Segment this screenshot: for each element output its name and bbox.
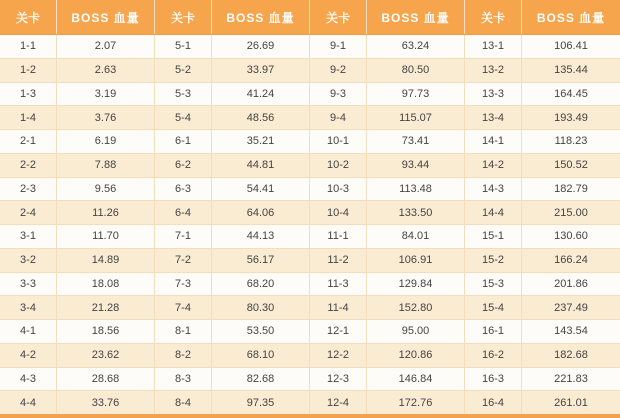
level-cell: 13-1 <box>465 35 522 58</box>
level-column-header: 关卡 <box>155 0 212 34</box>
boss-hp-cell: 135.44 <box>554 64 588 77</box>
boss-hp-cell: 56.17 <box>212 249 310 272</box>
level-cell: 16-4 <box>465 391 522 414</box>
boss-hp-cell: 193.49 <box>554 111 588 124</box>
boss-hp-cell: 97.35 <box>212 391 310 414</box>
level-cell: 16-1 <box>465 320 522 343</box>
boss-hp-cell: 182.68 <box>554 349 588 362</box>
boss-hp-cell: 3.76 <box>57 106 155 129</box>
boss-hp-cell: 7.88 <box>57 154 155 177</box>
table-row <box>0 153 620 177</box>
level-cell: 7-4 <box>155 296 212 319</box>
boss-hp-cell: 35.21 <box>212 130 310 153</box>
level-cell: 14-2 <box>465 154 522 177</box>
level-cell: 11-1 <box>310 225 367 248</box>
boss-hp-cell: 73.41 <box>367 130 465 153</box>
boss-hp-cell: 68.20 <box>212 273 310 296</box>
level-cell: 6-3 <box>155 178 212 201</box>
table-header-row <box>0 0 620 35</box>
boss-hp-cell: 82.68 <box>212 368 310 391</box>
boss-hp-cell: 48.56 <box>212 106 310 129</box>
boss-hp-cell: 53.50 <box>212 320 310 343</box>
level-cell: 7-1 <box>155 225 212 248</box>
level-cell: 15-2 <box>465 249 522 272</box>
level-cell: 3-3 <box>0 273 57 296</box>
table-row <box>0 105 620 129</box>
table-row <box>0 248 620 272</box>
table-row <box>0 224 620 248</box>
level-cell: 5-2 <box>155 59 212 82</box>
level-cell: 16-3 <box>465 368 522 391</box>
level-cell: 3-1 <box>0 225 57 248</box>
boss-hp-cell: 95.00 <box>367 320 465 343</box>
boss-hp-cell: 150.52 <box>554 159 588 172</box>
boss-hp-cell: 28.68 <box>57 368 155 391</box>
boss-hp-cell: 143.54 <box>554 325 588 338</box>
boss-hp-cell: 2.63 <box>57 59 155 82</box>
boss-hp-cell: 18.56 <box>57 320 155 343</box>
boss-hp-cell: 80.50 <box>367 59 465 82</box>
level-cell: 4-1 <box>0 320 57 343</box>
level-cell: 9-4 <box>310 106 367 129</box>
boss-hp-cell: 152.80 <box>367 296 465 319</box>
table-row <box>0 319 620 343</box>
level-cell: 1-2 <box>0 59 57 82</box>
table-row <box>0 129 620 153</box>
level-cell: 10-2 <box>310 154 367 177</box>
level-cell: 15-1 <box>465 225 522 248</box>
level-cell: 1-3 <box>0 83 57 106</box>
level-cell: 15-4 <box>465 296 522 319</box>
boss-hp-cell: 11.70 <box>57 225 155 248</box>
boss-hp-cell: 120.86 <box>367 344 465 367</box>
boss-hp-cell: 41.24 <box>212 83 310 106</box>
table-row <box>0 58 620 82</box>
table-row <box>0 295 620 319</box>
level-cell: 8-3 <box>155 368 212 391</box>
level-cell: 9-3 <box>310 83 367 106</box>
level-cell: 14-4 <box>465 201 522 224</box>
boss-hp-cell: 118.23 <box>554 135 588 148</box>
boss-hp-cell: 166.24 <box>554 254 588 267</box>
level-column-header: 关卡 <box>0 0 57 34</box>
table-row <box>0 200 620 224</box>
table-row <box>0 367 620 391</box>
boss-hp-cell: 237.49 <box>554 301 588 314</box>
boss-hp-cell: 215.00 <box>554 206 588 219</box>
level-cell: 2-2 <box>0 154 57 177</box>
level-cell: 8-4 <box>155 391 212 414</box>
hp-column-header: BOSS 血量 <box>536 10 606 25</box>
boss-hp-cell: 113.48 <box>367 178 465 201</box>
boss-hp-cell: 6.19 <box>57 130 155 153</box>
level-cell: 10-4 <box>310 201 367 224</box>
hp-column-header: BOSS 血量 <box>212 0 310 34</box>
boss-hp-cell: 18.08 <box>57 273 155 296</box>
boss-hp-cell: 54.41 <box>212 178 310 201</box>
level-cell: 5-1 <box>155 35 212 58</box>
table-row <box>0 82 620 106</box>
level-cell: 3-4 <box>0 296 57 319</box>
boss-hp-cell: 221.83 <box>554 372 588 385</box>
level-cell: 12-4 <box>310 391 367 414</box>
level-cell: 10-3 <box>310 178 367 201</box>
level-cell: 2-1 <box>0 130 57 153</box>
boss-hp-cell: 2.07 <box>57 35 155 58</box>
level-cell: 12-2 <box>310 344 367 367</box>
level-cell: 9-2 <box>310 59 367 82</box>
boss-hp-cell: 106.41 <box>554 40 588 53</box>
boss-hp-cell: 115.07 <box>367 106 465 129</box>
boss-hp-cell: 80.30 <box>212 296 310 319</box>
boss-hp-cell: 129.84 <box>367 273 465 296</box>
boss-hp-cell: 44.81 <box>212 154 310 177</box>
level-cell: 11-2 <box>310 249 367 272</box>
level-cell: 6-4 <box>155 201 212 224</box>
level-cell: 5-3 <box>155 83 212 106</box>
level-cell: 4-3 <box>0 368 57 391</box>
boss-hp-cell: 164.45 <box>554 87 588 100</box>
boss-hp-cell: 44.13 <box>212 225 310 248</box>
level-cell: 11-4 <box>310 296 367 319</box>
level-cell: 13-2 <box>465 59 522 82</box>
level-column-header: 关卡 <box>310 0 367 34</box>
boss-hp-cell: 182.79 <box>554 182 588 195</box>
table-body <box>0 35 620 414</box>
boss-hp-cell: 84.01 <box>367 225 465 248</box>
boss-hp-cell: 106.91 <box>367 249 465 272</box>
level-cell: 1-4 <box>0 106 57 129</box>
level-cell: 10-1 <box>310 130 367 153</box>
level-cell: 13-4 <box>465 106 522 129</box>
boss-hp-cell: 172.76 <box>367 391 465 414</box>
level-cell: 2-4 <box>0 201 57 224</box>
boss-hp-cell: 33.76 <box>57 391 155 414</box>
boss-hp-cell: 130.60 <box>554 230 588 243</box>
level-cell: 7-2 <box>155 249 212 272</box>
level-cell: 4-2 <box>0 344 57 367</box>
boss-hp-cell: 9.56 <box>57 178 155 201</box>
table-row <box>0 35 620 58</box>
boss-hp-cell: 11.26 <box>57 201 155 224</box>
boss-hp-cell: 14.89 <box>57 249 155 272</box>
boss-hp-cell: 97.73 <box>367 83 465 106</box>
table-row <box>0 177 620 201</box>
boss-hp-cell: 3.19 <box>57 83 155 106</box>
boss-hp-cell: 26.69 <box>212 35 310 58</box>
boss-hp-cell: 63.24 <box>367 35 465 58</box>
hp-column-header: BOSS 血量 <box>367 0 465 34</box>
level-cell: 14-1 <box>465 130 522 153</box>
table-row <box>0 343 620 367</box>
level-cell: 16-2 <box>465 344 522 367</box>
boss-hp-cell: 261.01 <box>554 396 588 409</box>
level-cell: 6-1 <box>155 130 212 153</box>
level-cell: 6-2 <box>155 154 212 177</box>
level-cell: 8-1 <box>155 320 212 343</box>
level-cell: 4-4 <box>0 391 57 414</box>
level-cell: 5-4 <box>155 106 212 129</box>
level-cell: 9-1 <box>310 35 367 58</box>
boss-hp-cell: 21.28 <box>57 296 155 319</box>
boss-hp-cell: 146.84 <box>367 368 465 391</box>
level-cell: 11-3 <box>310 273 367 296</box>
boss-hp-cell: 33.97 <box>212 59 310 82</box>
level-cell: 15-3 <box>465 273 522 296</box>
level-cell: 3-2 <box>0 249 57 272</box>
level-cell: 12-1 <box>310 320 367 343</box>
boss-hp-cell: 68.10 <box>212 344 310 367</box>
boss-hp-cell: 133.50 <box>367 201 465 224</box>
level-cell: 14-3 <box>465 178 522 201</box>
boss-hp-cell: 23.62 <box>57 344 155 367</box>
level-cell: 13-3 <box>465 83 522 106</box>
boss-hp-cell: 201.86 <box>554 277 588 290</box>
level-cell: 7-3 <box>155 273 212 296</box>
boss-hp-cell: 93.44 <box>367 154 465 177</box>
table-row <box>0 272 620 296</box>
level-column-header: 关卡 <box>465 0 522 34</box>
table-row <box>0 390 620 414</box>
boss-hp-cell: 64.06 <box>212 201 310 224</box>
level-cell: 2-3 <box>0 178 57 201</box>
level-cell: 12-3 <box>310 368 367 391</box>
level-cell: 1-1 <box>0 35 57 58</box>
level-cell: 8-2 <box>155 344 212 367</box>
hp-column-header: BOSS 血量 <box>57 0 155 34</box>
